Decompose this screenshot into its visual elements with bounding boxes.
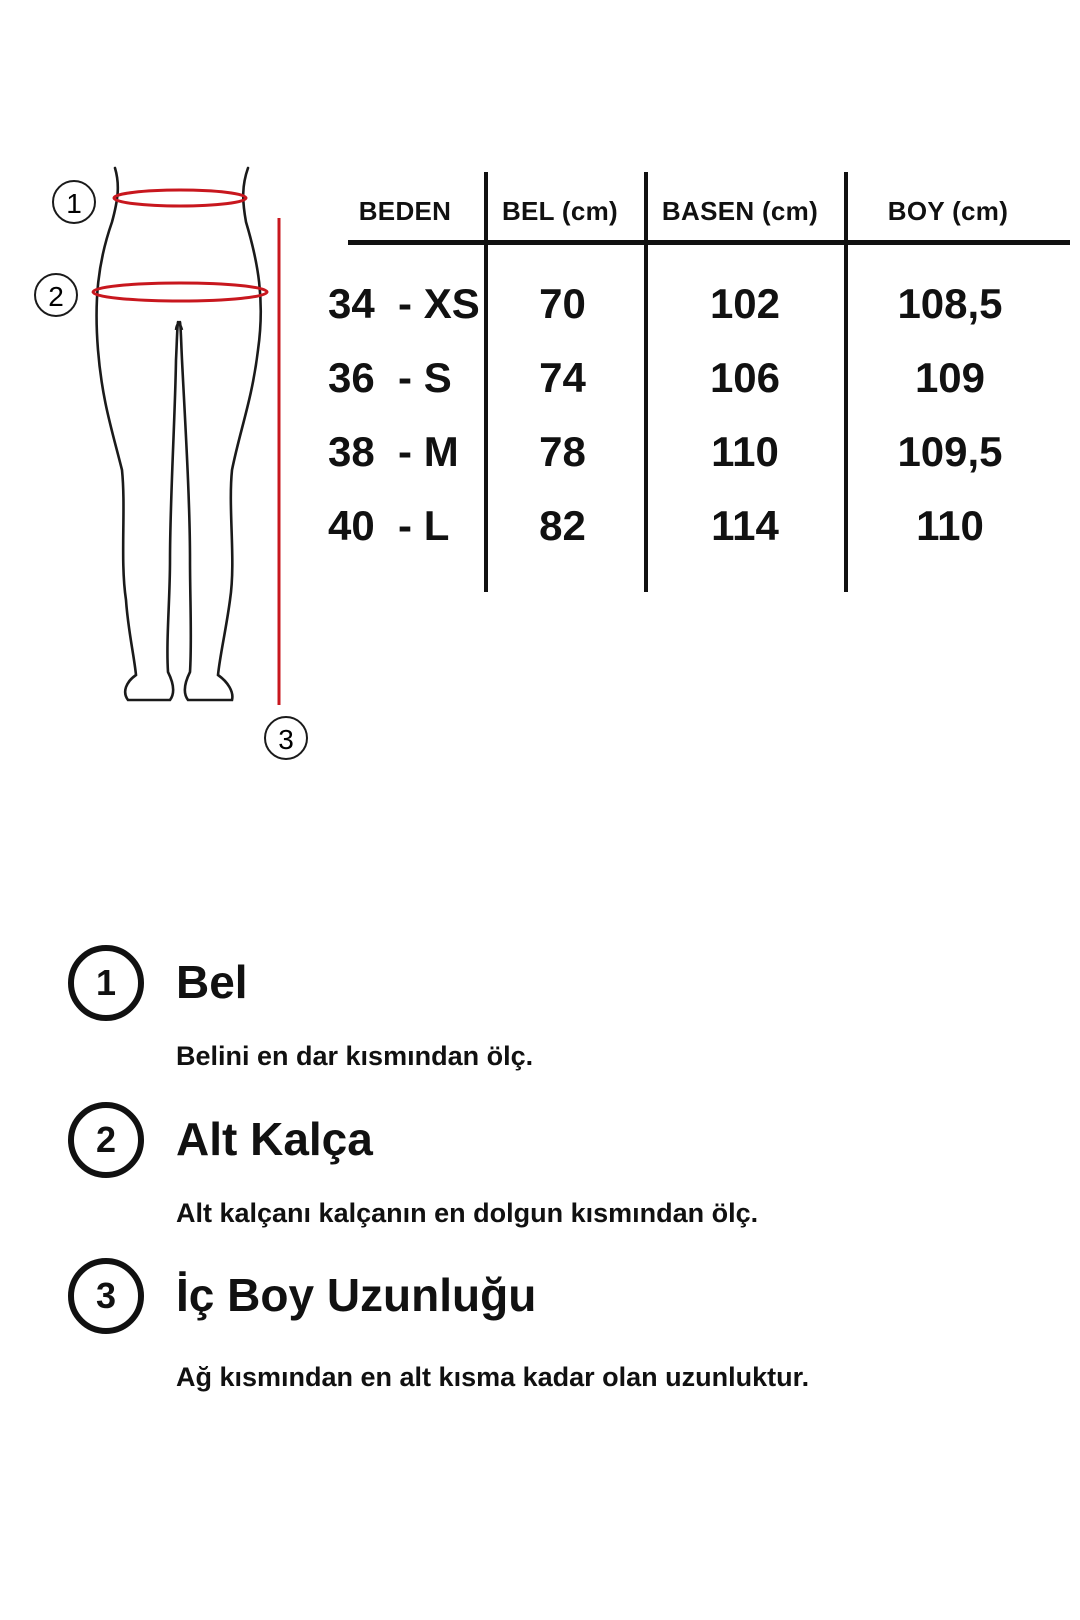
header-boy: BOY (cm) (887, 196, 1009, 226)
boy-cell: 108,5 (897, 280, 1003, 327)
legend-title: İç Boy Uzunluğu (176, 1269, 537, 1321)
column-divider-3 (844, 172, 848, 592)
legend-number-2: 2 (68, 1102, 144, 1178)
basen-cell: 114 (711, 502, 779, 549)
leggings-measurement-diagram (0, 0, 330, 780)
size-cell: 34 - XS (328, 280, 480, 327)
crotch-outline (176, 324, 182, 330)
waist-measure-line (114, 190, 246, 206)
bel-cell: 78 (539, 428, 586, 475)
basen-cell: 106 (709, 354, 781, 401)
hip-measure-line (93, 283, 267, 301)
legend-title: Alt Kalça (176, 1113, 373, 1165)
bel-cell: 82 (539, 502, 586, 549)
legend-number-1: 1 (68, 945, 144, 1021)
marker-1: 1 (66, 188, 82, 219)
bel-cell: 74 (539, 354, 586, 401)
legend-description: Belini en dar kısmından ölç. (176, 1041, 534, 1071)
legend-description: Alt kalçanı kalçanın en dolgun kısmından ölç. (176, 1198, 759, 1228)
legend-description: Ağ kısmından en alt kısma kadar olan uzunluktur. (176, 1362, 810, 1392)
size-cell: 40 - L (328, 502, 450, 549)
marker-2: 2 (48, 281, 64, 312)
marker-3: 3 (278, 724, 294, 755)
basen-cell: 110 (711, 428, 779, 475)
boy-cell: 109,5 (897, 428, 1003, 475)
boy-cell: 110 (916, 502, 984, 549)
left-leg-outline (97, 168, 178, 700)
legend-number-3: 3 (68, 1258, 144, 1334)
right-leg-outline (180, 168, 261, 700)
header-divider (348, 240, 1070, 245)
column-divider-1 (484, 172, 488, 592)
size-cell: 38 - M (328, 428, 459, 475)
legend-title: Bel (176, 956, 248, 1008)
bel-cell: 70 (539, 280, 586, 327)
header-beden: BEDEN (358, 196, 452, 226)
size-cell: 36 - S (328, 354, 452, 401)
boy-cell: 109 (914, 354, 986, 401)
header-bel: BEL (cm) (501, 196, 619, 226)
column-divider-2 (644, 172, 648, 592)
header-basen: BASEN (cm) (661, 196, 819, 226)
basen-cell: 102 (709, 280, 781, 327)
